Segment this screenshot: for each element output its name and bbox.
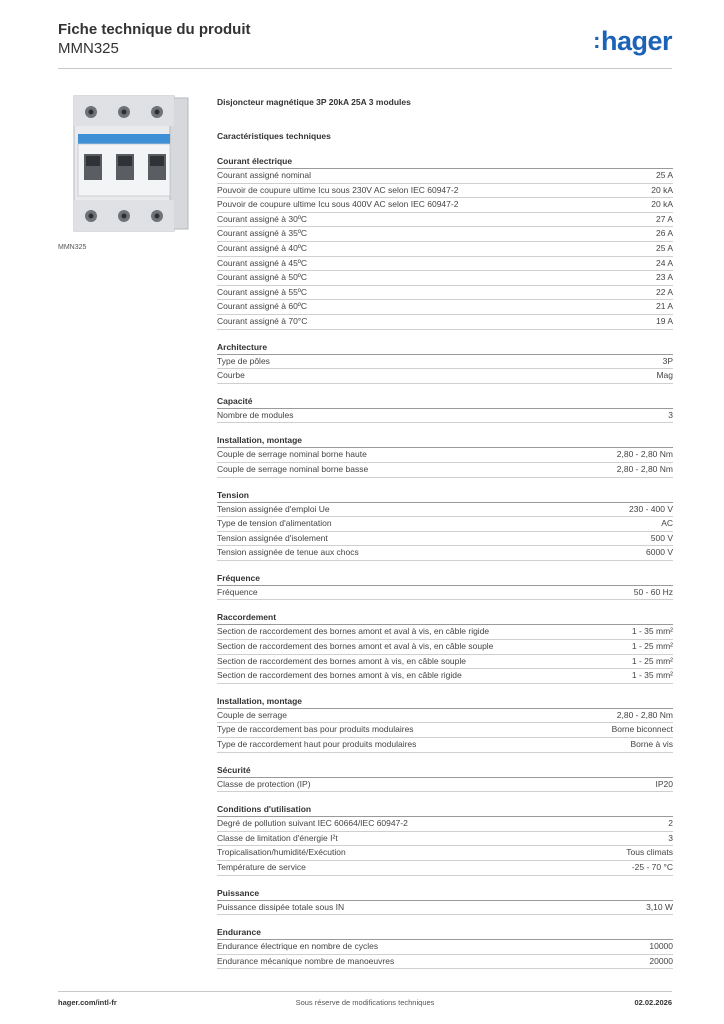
spec-value: 24 A [655, 257, 673, 268]
spec-section [217, 764, 673, 793]
spec-value: 1 - 25 mm² [631, 655, 673, 666]
spec-label: Endurance mécanique nombre de manoeuvres [217, 955, 395, 966]
spec-value: 21 A [655, 301, 673, 312]
product-title: Disjoncteur magnétique 3P 20kA 25A 3 modules [217, 97, 411, 107]
spec-label: Courant assigné à 40ºC [217, 242, 308, 253]
spec-row [217, 355, 673, 370]
spec-row [217, 817, 673, 832]
spec-value: 3 [668, 409, 673, 420]
section-title: Capacité [217, 395, 673, 409]
spec-label: Courant assigné à 35ºC [217, 228, 308, 239]
spec-section [217, 926, 673, 969]
spec-label: Puissance dissipée totale sous IN [217, 901, 345, 912]
spec-section [217, 803, 673, 875]
spec-value: 25 A [655, 170, 673, 180]
section-title: Tension [217, 489, 673, 503]
page-title: Fiche technique du produit [58, 21, 251, 38]
section-title: Endurance [217, 926, 673, 940]
spec-value: Borne biconnect [611, 724, 673, 735]
spec-label: Courant assigné à 55ºC [217, 286, 308, 297]
spec-label: Couple de serrage [217, 709, 287, 720]
spec-value: 6000 V [646, 547, 673, 558]
characteristics-heading: Caractéristiques techniques [217, 131, 331, 141]
page-header [58, 20, 251, 58]
spec-value: 230 - 400 V [629, 503, 673, 514]
footer-divider [58, 991, 672, 992]
spec-row [217, 242, 673, 257]
spec-row [217, 213, 673, 228]
spec-row [217, 640, 673, 655]
spec-value: 20000 [649, 955, 673, 966]
footer-website-link[interactable]: hager.com/intl-fr [58, 998, 117, 1007]
spec-row [217, 369, 673, 384]
spec-label: Fréquence [217, 586, 258, 597]
spec-label: Type de pôles [217, 355, 270, 366]
spec-label: Tension assignée d'emploi Ue [217, 503, 330, 514]
spec-label: Section de raccordement des bornes amont et aval à vis, en câble rigide [217, 626, 490, 637]
spec-label: Pouvoir de coupure ultime Icu sous 400V AC selon IEC 60947-2 [217, 199, 459, 210]
spec-label: Type de tension d'alimentation [217, 518, 332, 529]
spec-row [217, 655, 673, 670]
spec-label: Nombre de modules [217, 409, 294, 420]
spec-row [217, 778, 673, 793]
spec-value: 22 A [655, 286, 673, 297]
spec-label: Tension assignée de tenue aux chocs [217, 547, 359, 558]
spec-value: 27 A [655, 213, 673, 224]
spec-row [217, 448, 673, 463]
spec-row [217, 546, 673, 561]
spec-row [217, 901, 673, 916]
spec-value: 2,80 - 2,80 Nm [616, 449, 673, 460]
spec-value: Borne à vis [630, 739, 673, 750]
spec-row [217, 198, 673, 213]
spec-label: Classe de protection (IP) [217, 778, 311, 789]
spec-value: AC [661, 518, 673, 529]
spec-value: 50 - 60 Hz [633, 586, 673, 597]
spec-label: Couple de serrage nominal borne haute [217, 449, 367, 460]
spec-label: Type de raccordement bas pour produits modulaires [217, 724, 414, 735]
spec-value: -25 - 70 °C [631, 862, 673, 872]
spec-label: Courant assigné nominal [217, 170, 312, 180]
spec-row [217, 846, 673, 861]
section-title: Puissance [217, 887, 673, 901]
spec-label: Degré de pollution suivant IEC 60664/IEC 60947-2 [217, 818, 408, 829]
spec-label: Courant assigné à 70°C [217, 315, 308, 326]
spec-section [217, 611, 673, 683]
spec-value: IP20 [655, 778, 673, 789]
spec-section [217, 489, 673, 561]
spec-row [217, 669, 673, 684]
product-image-caption: MMN325 [58, 244, 87, 251]
spec-value: 10000 [649, 941, 673, 952]
spec-row [217, 300, 673, 315]
spec-value: 23 A [655, 272, 673, 283]
spec-value: 20 kA [651, 184, 673, 195]
spec-row [217, 861, 673, 876]
spec-value: 25 A [655, 242, 673, 253]
spec-label: Section de raccordement des bornes amont à vis, en câble rigide [217, 670, 462, 681]
spec-row [217, 625, 673, 640]
spec-row [217, 169, 673, 184]
spec-value: 1 - 35 mm² [631, 670, 673, 681]
spec-label: Couple de serrage nominal borne basse [217, 463, 369, 474]
section-title: Architecture [217, 341, 673, 355]
spec-value: 3 [668, 832, 673, 843]
spec-value: Mag [656, 370, 673, 381]
hager-logo[interactable]: :hager [593, 26, 672, 56]
spec-label: Pouvoir de coupure ultime Icu sous 230V AC selon IEC 60947-2 [217, 184, 459, 195]
spec-row [217, 409, 673, 424]
spec-label: Type de raccordement haut pour produits modulaires [217, 739, 417, 750]
spec-row [217, 503, 673, 518]
spec-label: Courant assigné à 60ºC [217, 301, 308, 312]
spec-value: 2 [668, 818, 673, 829]
spec-row [217, 723, 673, 738]
spec-value: 20 kA [651, 199, 673, 210]
spec-content [217, 96, 673, 980]
spec-value: 26 A [655, 228, 673, 239]
spec-row [217, 227, 673, 242]
section-title: Conditions d'utilisation [217, 803, 673, 817]
spec-value: 2,80 - 2,80 Nm [616, 463, 673, 474]
spec-section [217, 695, 673, 753]
product-reference: MMN325 [58, 40, 119, 57]
spec-value: 3P [662, 355, 673, 366]
spec-label: Courant assigné à 30ºC [217, 213, 308, 224]
section-title: Courant électrique [217, 155, 673, 169]
spec-value: 500 V [650, 532, 673, 543]
spec-row [217, 315, 673, 330]
spec-label: Section de raccordement des bornes amont et aval à vis, en câble souple [217, 641, 494, 652]
spec-value: Tous climats [626, 847, 673, 858]
spec-row [217, 463, 673, 478]
spec-label: Température de service [217, 862, 306, 872]
spec-sections [217, 155, 673, 969]
section-title: Fréquence [217, 572, 673, 586]
spec-label: Section de raccordement des bornes amont à vis, en câble souple [217, 655, 467, 666]
section-title: Sécurité [217, 764, 673, 778]
section-title: Installation, montage [217, 695, 673, 709]
spec-row [217, 257, 673, 272]
spec-row [217, 738, 673, 753]
spec-row [217, 586, 673, 601]
footer-date: 02.02.2026 [634, 998, 672, 1007]
spec-row [217, 286, 673, 301]
spec-section [217, 434, 673, 477]
spec-label: Courant assigné à 50ºC [217, 272, 308, 283]
spec-section [217, 887, 673, 916]
footer-disclaimer: Sous réserve de modifications techniques [295, 998, 435, 1007]
spec-value: 1 - 35 mm² [631, 626, 673, 637]
spec-row [217, 184, 673, 199]
spec-row [217, 532, 673, 547]
spec-value: 2,80 - 2,80 Nm [616, 709, 673, 720]
spec-section [217, 395, 673, 424]
spec-label: Endurance électrique en nombre de cycles [217, 941, 379, 952]
section-title: Installation, montage [217, 434, 673, 448]
spec-row [217, 517, 673, 532]
spec-label: Courant assigné à 45ºC [217, 257, 308, 268]
spec-value: 1 - 25 mm² [631, 641, 673, 652]
spec-label: Tropicalisation/humidité/Exécution [217, 847, 346, 858]
spec-label: Courbe [217, 370, 245, 381]
spec-row [217, 940, 673, 955]
spec-section [217, 155, 673, 330]
spec-section [217, 341, 673, 384]
spec-row [217, 955, 673, 970]
header-divider [58, 68, 672, 69]
spec-label: Classe de limitation d'énergie I²t [217, 832, 338, 843]
spec-value: 19 A [655, 315, 673, 326]
section-title: Raccordement [217, 611, 673, 625]
spec-label: Tension assignée d'isolement [217, 532, 328, 543]
spec-row [217, 271, 673, 286]
spec-section [217, 572, 673, 601]
spec-value: 3,10 W [646, 901, 673, 912]
product-image [58, 92, 203, 237]
spec-row [217, 832, 673, 847]
spec-row [217, 709, 673, 724]
